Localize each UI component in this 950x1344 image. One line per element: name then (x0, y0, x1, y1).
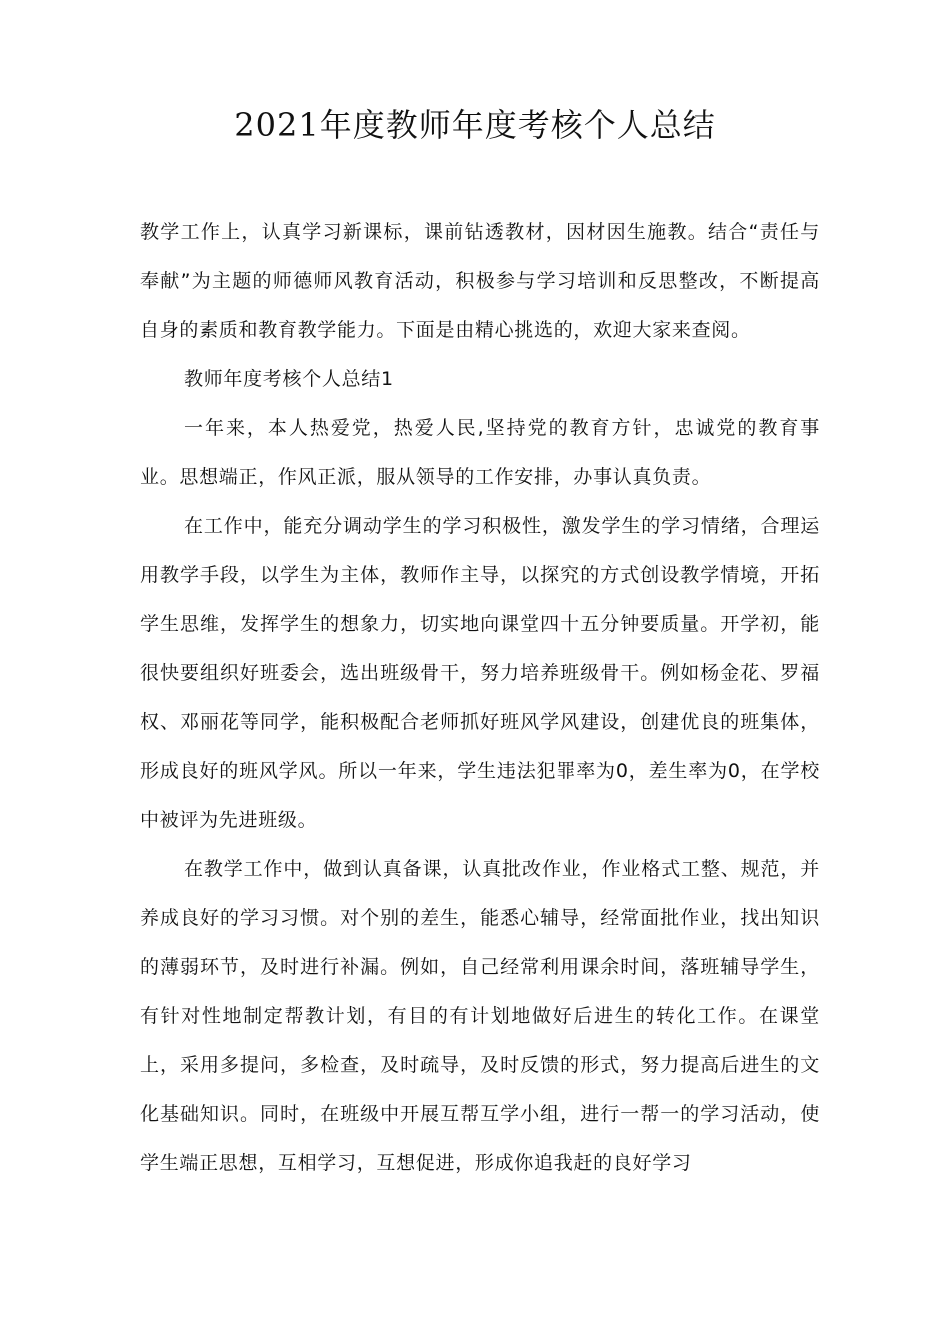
intro-paragraph: 教学工作上，认真学习新课标，课前钻透教材，因材因生施教。结合“责任与奉献”为主题的师德师风教育活动，积极参与学习培训和反思整改，不断提高自身的素质和教育教学能力。下面是由精心挑选的，欢迎大家来查阅。 (140, 221, 820, 341)
body-paragraph: 在工作中，能充分调动学生的学习积极性，激发学生的学习情绪，合理运用教学手段，以学生为主体，教师作主导，以探究的方式创设教学情境，开拓学生思维，发挥学生的想象力，切实地向课堂四十五分钟要质量。开学初，能很快要组织好班委会，选出班级骨干，努力培养班级骨干。例如杨金花、罗福权、邓丽花等同学，能积极配合老师抓好班风学风建设，创建优良的班集体，形成良好的班风学风。所以一年来，学生违法犯罪率为0，差生率为0，在学校中被评为先进班级。 (140, 515, 820, 831)
document-body (140, 208, 820, 1188)
document-title: 2021年度教师年度考核个人总结 (234, 106, 716, 144)
body-paragraph: 在教学工作中，做到认真备课，认真批改作业，作业格式工整、规范，并养成良好的学习习惯。对个别的差生，能悉心辅导，经常面批作业，找出知识的薄弱环节，及时进行补漏。例如，自己经常利用课余时间，落班辅导学生，有针对性地制定帮教计划，有目的有计划地做好后进生的转化工作。在课堂上，采用多提问，多检查，及时疏导，及时反馈的形式，努力提高后进生的文化基础知识。同时，在班级中开展互帮互学小组，进行一帮一的学习活动，使学生端正思想，互相学习，互想促进，形成你追我赶的良好学习 (140, 858, 820, 1174)
section-heading: 教师年度考核个人总结1 (184, 368, 394, 390)
body-paragraph: 一年来，本人热爱党，热爱人民,坚持党的教育方针，忠诚党的教育事业。思想端正，作风正派，服从领导的工作安排，办事认真负责。 (140, 417, 820, 488)
